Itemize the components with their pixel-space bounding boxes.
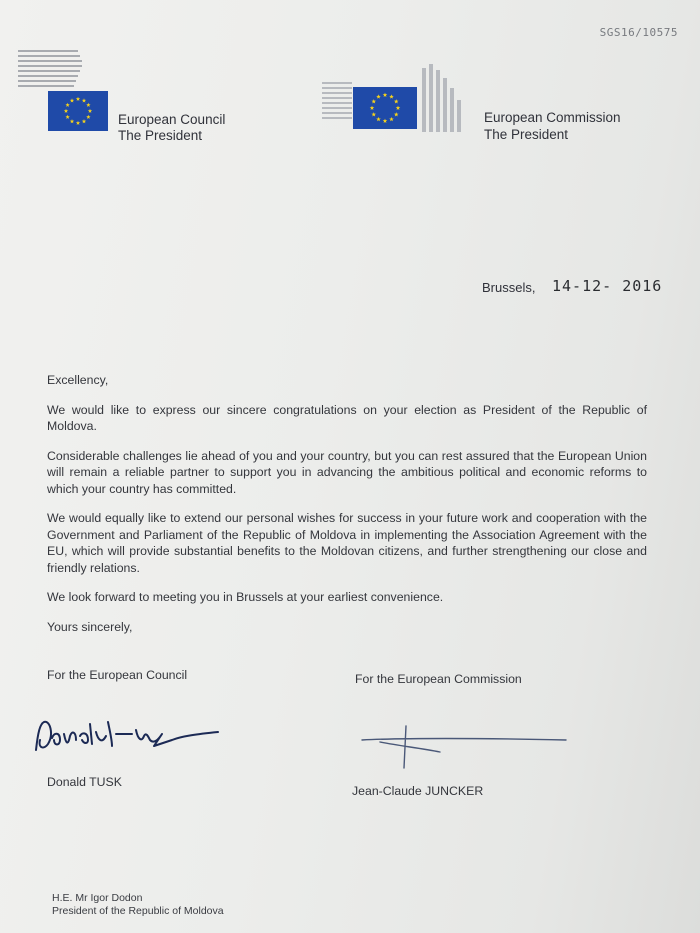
eu-flag-icon [48,91,108,131]
paragraph-4: We look forward to meeting you in Brussels at your earliest convenience. [47,590,444,604]
addressee-line-1: H.E. Mr Igor Dodon [52,892,143,904]
council-subtitle: The President [118,128,203,143]
paragraph-2: Considerable challenges lie ahead of you and your country, but you can rest assured that the European Union will remain a reliable partner to support you in advancing the ambitious political and economic reforms to which your country has committed. [47,448,647,496]
paragraph-3: We would equally like to extend our personal wishes for success in your future work and cooperation with the Government and Parliament of the Republic of Moldova in implementing the Association Agreement with the EU, which will provide substantial benefits to the Moldovan citizens, and further strengthening our close and friendly relations. [47,511,647,575]
closing: Yours sincerely, [47,619,133,634]
paragraph-1: We would like to express our sincere congratulations on your election as President of the Republic of Moldova. [47,402,647,433]
tusk-signature [32,710,222,758]
date-value: 14-12- 2016 [552,277,663,295]
signatory-left-name: Donald TUSK [47,775,122,789]
commission-name: European Commission [484,110,621,125]
addressee [52,892,224,918]
juncker-signature [360,722,570,770]
signatory-left-label: For the European Council [47,668,188,682]
signatory-right-name: Jean-Claude JUNCKER [352,784,484,798]
commission-subtitle: The President [484,127,569,142]
addressee-line-2: President of the Republic of Moldova [52,905,224,917]
salutation: Excellency, [47,373,109,387]
council-name: European Council [118,112,226,127]
eu-flag-icon [353,87,417,129]
signatory-right-label: For the European Commission [355,672,522,686]
reference-number: SGS16/10575 [599,26,678,39]
council-logo-lines [18,50,78,90]
letter-body [47,372,647,648]
date-place: Brussels, [482,280,536,295]
